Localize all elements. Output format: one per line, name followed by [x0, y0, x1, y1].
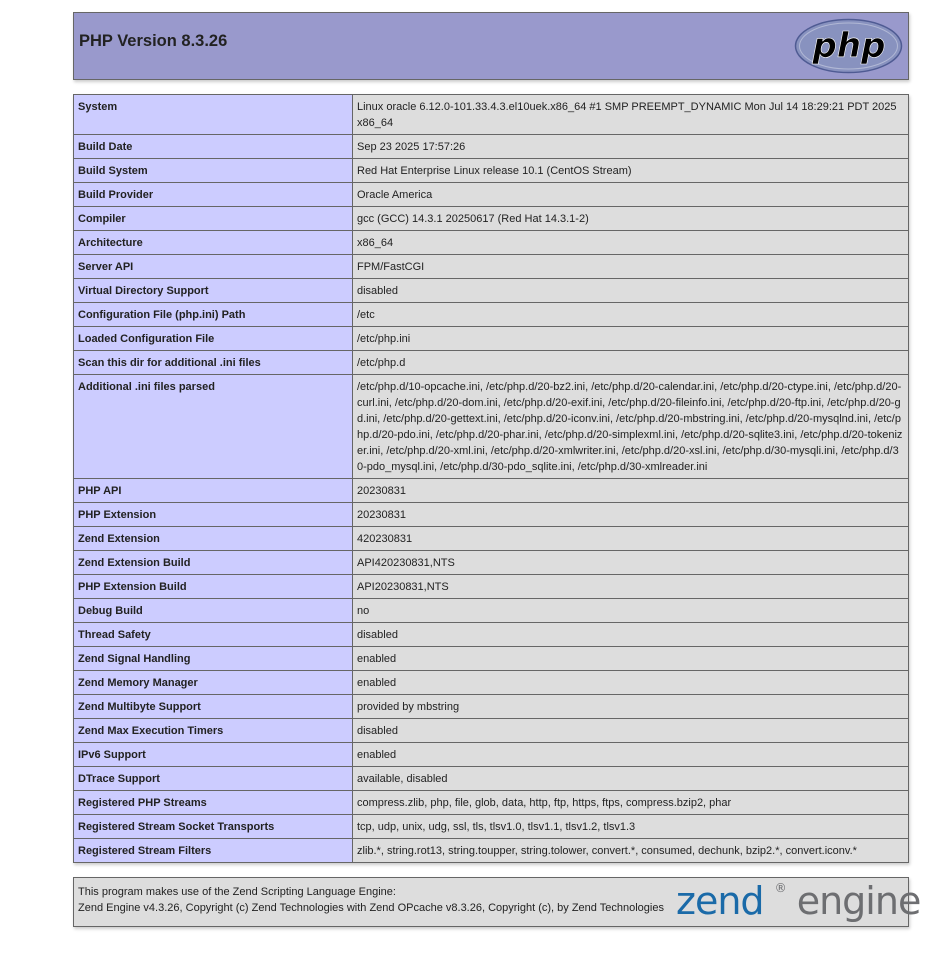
setting-value: no	[353, 599, 909, 623]
setting-value: disabled	[353, 279, 909, 303]
setting-name: Configuration File (php.ini) Path	[74, 303, 353, 327]
setting-value: API20230831,NTS	[353, 575, 909, 599]
setting-value: disabled	[353, 623, 909, 647]
svg-text:zend ® engine	[676, 857, 920, 923]
setting-name: Server API	[74, 255, 353, 279]
table-row	[74, 695, 909, 719]
setting-name: System	[74, 95, 353, 135]
setting-value: /etc/php.d/10-opcache.ini, /etc/php.d/20-bz2.ini, /etc/php.d/20-calendar.ini, /etc/php.d/20-ctype.ini, /etc/php.d/20-curl.ini, /etc/php.d/20-dom.ini, /etc/php.d/20-exif.ini, /etc/php.d/20-fileinfo.ini, /etc/php.d/20-ftp.ini, /etc/php.d/20-gd.ini, /etc/php.d/20-gettext.ini, /etc/php.d/20-iconv.ini, /etc/php.d/20-mbstring.ini, /etc/php.d/20-mysqlnd.ini, /etc/php.d/20-pdo.ini, /etc/php.d/20-phar.ini, /etc/php.d/20-simplexml.ini, /etc/php.d/20-sqlite3.ini, /etc/php.d/20-tokenizer.ini, /etc/php.d/20-xml.ini, /etc/php.d/20-xmlwriter.ini, /etc/php.d/20-xsl.ini, /etc/php.d/30-mysqli.ini, /etc/php.d/30-pdo_mysql.ini, /etc/php.d/30-pdo_sqlite.ini, /etc/php.d/30-xmlreader.ini	[353, 375, 909, 479]
table-row	[74, 503, 909, 527]
zend-logo-word: zend	[676, 879, 764, 923]
setting-name: Virtual Directory Support	[74, 279, 353, 303]
table-row	[74, 767, 909, 791]
setting-name: Zend Extension Build	[74, 551, 353, 575]
setting-name: Build System	[74, 159, 353, 183]
version-header	[73, 12, 909, 80]
table-row	[74, 327, 909, 351]
table-row	[74, 719, 909, 743]
table-row	[74, 351, 909, 375]
table-row	[74, 303, 909, 327]
zend-logo-dot: ®	[774, 881, 786, 895]
setting-value: /etc	[353, 303, 909, 327]
table-row	[74, 815, 909, 839]
setting-value: /etc/php.ini	[353, 327, 909, 351]
setting-value: provided by mbstring	[353, 695, 909, 719]
setting-value: Linux oracle 6.12.0-101.33.4.3.el10uek.x86_64 #1 SMP PREEMPT_DYNAMIC Mon Jul 14 18:29:21 PDT 2025 x86_64	[353, 95, 909, 135]
setting-name: DTrace Support	[74, 767, 353, 791]
setting-name: Compiler	[74, 207, 353, 231]
setting-name: PHP Extension	[74, 503, 353, 527]
setting-value: 20230831	[353, 503, 909, 527]
table-row	[74, 207, 909, 231]
table-row	[74, 183, 909, 207]
setting-value: enabled	[353, 743, 909, 767]
table-row	[74, 647, 909, 671]
page-title: PHP Version 8.3.26	[79, 32, 228, 50]
setting-name: Loaded Configuration File	[74, 327, 353, 351]
table-row	[74, 599, 909, 623]
system-info-table	[73, 94, 909, 863]
setting-value: available, disabled	[353, 767, 909, 791]
table-row	[74, 551, 909, 575]
setting-value: FPM/FastCGI	[353, 255, 909, 279]
setting-value: 420230831	[353, 527, 909, 551]
setting-name: IPv6 Support	[74, 743, 353, 767]
setting-name: Zend Max Execution Timers	[74, 719, 353, 743]
php-logo	[794, 18, 903, 74]
setting-name: Architecture	[74, 231, 353, 255]
setting-name: Build Provider	[74, 183, 353, 207]
footer-text	[78, 884, 664, 916]
table-row	[74, 255, 909, 279]
setting-name: Registered Stream Filters	[74, 839, 353, 863]
setting-name: Thread Safety	[74, 623, 353, 647]
table-row	[74, 231, 909, 255]
table-row	[74, 527, 909, 551]
setting-value: enabled	[353, 647, 909, 671]
table-row	[74, 839, 909, 863]
setting-value: Oracle America	[353, 183, 909, 207]
setting-value: tcp, udp, unix, udg, ssl, tls, tlsv1.0, tlsv1.1, tlsv1.2, tlsv1.3	[353, 815, 909, 839]
setting-name: Additional .ini files parsed	[74, 375, 353, 479]
table-row	[74, 95, 909, 135]
setting-name: Scan this dir for additional .ini files	[74, 351, 353, 375]
setting-value: zlib.*, string.rot13, string.toupper, string.tolower, convert.*, consumed, dechunk, bzip2.*, convert.iconv.*	[353, 839, 909, 863]
setting-name: Zend Memory Manager	[74, 671, 353, 695]
setting-value: compress.zlib, php, file, glob, data, http, ftp, https, ftps, compress.bzip2, phar	[353, 791, 909, 815]
setting-name: Zend Signal Handling	[74, 647, 353, 671]
setting-name: Zend Extension	[74, 527, 353, 551]
setting-value: disabled	[353, 719, 909, 743]
setting-value: 20230831	[353, 479, 909, 503]
setting-value: /etc/php.d	[353, 351, 909, 375]
footer-line-2: Zend Engine v4.3.26, Copyright (c) Zend Technologies with Zend OPcache v8.3.26, Copyright (c), by Zend Technologies	[78, 902, 664, 914]
table-row	[74, 743, 909, 767]
setting-value: API420230831,NTS	[353, 551, 909, 575]
setting-name: Registered Stream Socket Transports	[74, 815, 353, 839]
setting-value: gcc (GCC) 14.3.1 20250617 (Red Hat 14.3.1-2)	[353, 207, 909, 231]
table-row	[74, 623, 909, 647]
table-row	[74, 159, 909, 183]
footer-line-1: This program makes use of the Zend Scripting Language Engine:	[78, 886, 396, 898]
setting-name: PHP API	[74, 479, 353, 503]
table-row	[74, 279, 909, 303]
setting-name: Zend Multibyte Support	[74, 695, 353, 719]
table-row	[74, 671, 909, 695]
setting-name: Registered PHP Streams	[74, 791, 353, 815]
setting-value: enabled	[353, 671, 909, 695]
setting-name: Debug Build	[74, 599, 353, 623]
setting-value: x86_64	[353, 231, 909, 255]
table-row	[74, 479, 909, 503]
table-row	[74, 135, 909, 159]
table-row	[74, 375, 909, 479]
setting-value: Sep 23 2025 17:57:26	[353, 135, 909, 159]
setting-name: PHP Extension Build	[74, 575, 353, 599]
phpinfo-page	[73, 12, 921, 927]
zend-engine-logo	[676, 879, 921, 923]
engine-logo-word: engine	[796, 879, 921, 923]
setting-value: Red Hat Enterprise Linux release 10.1 (CentOS Stream)	[353, 159, 909, 183]
table-row	[74, 575, 909, 599]
setting-name: Build Date	[74, 135, 353, 159]
table-row	[74, 791, 909, 815]
php-logo-text: php	[812, 26, 886, 66]
zend-footer	[73, 877, 921, 927]
